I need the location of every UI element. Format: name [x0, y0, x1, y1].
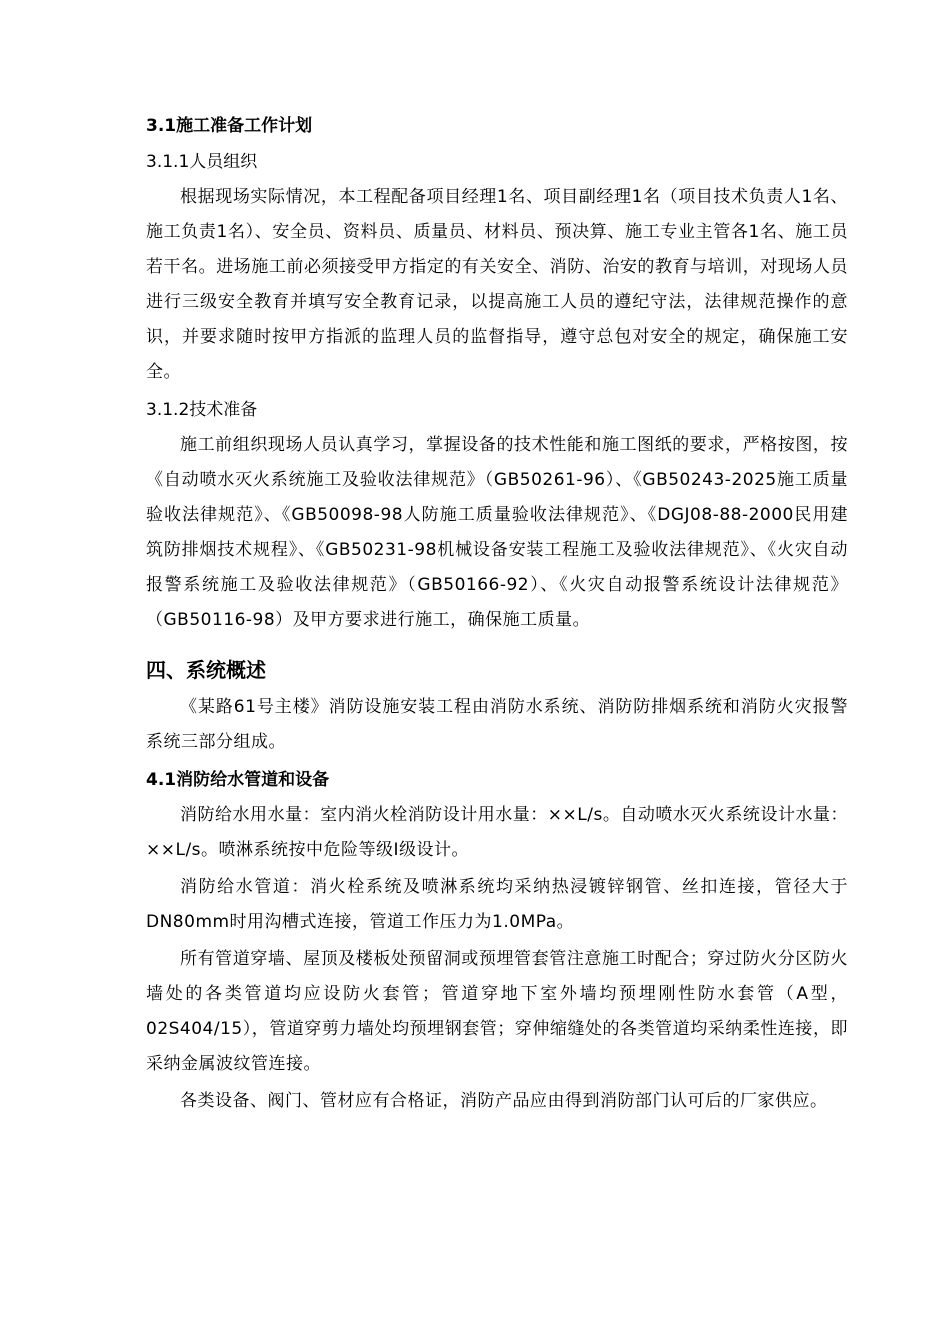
equipment-certificate-paragraph: 各类设备、阀门、管材应有合格证，消防产品应由得到消防部门认可后的厂家供应。	[180, 1091, 828, 1111]
document-content	[146, 108, 848, 1121]
chapter-4-heading: 四、系统概述	[146, 658, 266, 682]
section-3-1-1-heading: 3.1.1人员组织	[146, 152, 258, 172]
system-overview-paragraph: 《某路61号主楼》消防设施安装工程由消防水系统、消防防排烟系统和消防火灾报警系统三部分组成。	[146, 697, 848, 752]
water-consumption-paragraph: 消防给水用水量：室内消火栓消防设计用水量：××L/s。自动喷水灭火系统设计水量：××L/s。喷淋系统按中危险等级Ⅰ级设计。	[146, 805, 848, 860]
section-3-1-heading: 3.1施工准备工作计划	[146, 116, 313, 136]
technical-preparation-paragraph: 施工前组织现场人员认真学习，掌握设备的技术性能和施工图纸的要求，严格按图，按《自动喷水灭火系统施工及验收法律规范》（GB50261-96）、《GB50243-2025施工质量验收法律规范》、《GB50098-98人防施工质量验收法律规范》、《DGJ08-88-2000民用建筑防排烟技术规程》、《GB50231-98机械设备安装工程施工及验收法律规范》、《火灾自动报警系统施工及验收法律规范》（GB50166-92）、《火灾自动报警系统设计法律规范》（GB50116-98）及甲方要求进行施工，确保施工质量。	[146, 435, 848, 630]
water-pipe-paragraph: 消防给水管道：消火栓系统及喷淋系统均采纳热浸镀锌钢管、丝扣连接，管径大于DN80mm时用沟槽式连接，管道工作压力为1.0MPa。	[146, 877, 848, 932]
section-3-1-2-heading: 3.1.2技术准备	[146, 400, 258, 420]
pipe-sleeve-paragraph: 所有管道穿墙、屋顶及楼板处预留洞或预埋管套管注意施工时配合；穿过防火分区防火墙处的各类管道均应设防火套管；管道穿地下室外墙均预埋刚性防水套管（A型，02S404/15），管道穿剪力墙处均预埋钢套管；穿伸缩缝处的各类管道均采纳柔性连接，即采纳金属波纹管连接。	[146, 949, 848, 1074]
section-4-1-heading: 4.1消防给水管道和设备	[146, 770, 330, 790]
personnel-organization-paragraph: 根据现场实际情况，本工程配备项目经理1名、项目副经理1名（项目技术负责人1名、施工负责1名）、安全员、资料员、质量员、材料员、预决算、施工专业主管各1名、施工员若干名。进场施工前必须接受甲方指定的有关安全、消防、治安的教育与培训，对现场人员进行三级安全教育并填写安全教育记录，以提高施工人员的遵纪守法，法律规范操作的意识，并要求随时按甲方指派的监理人员的监督指导，遵守总包对安全的规定，确保施工安全。	[146, 187, 848, 382]
